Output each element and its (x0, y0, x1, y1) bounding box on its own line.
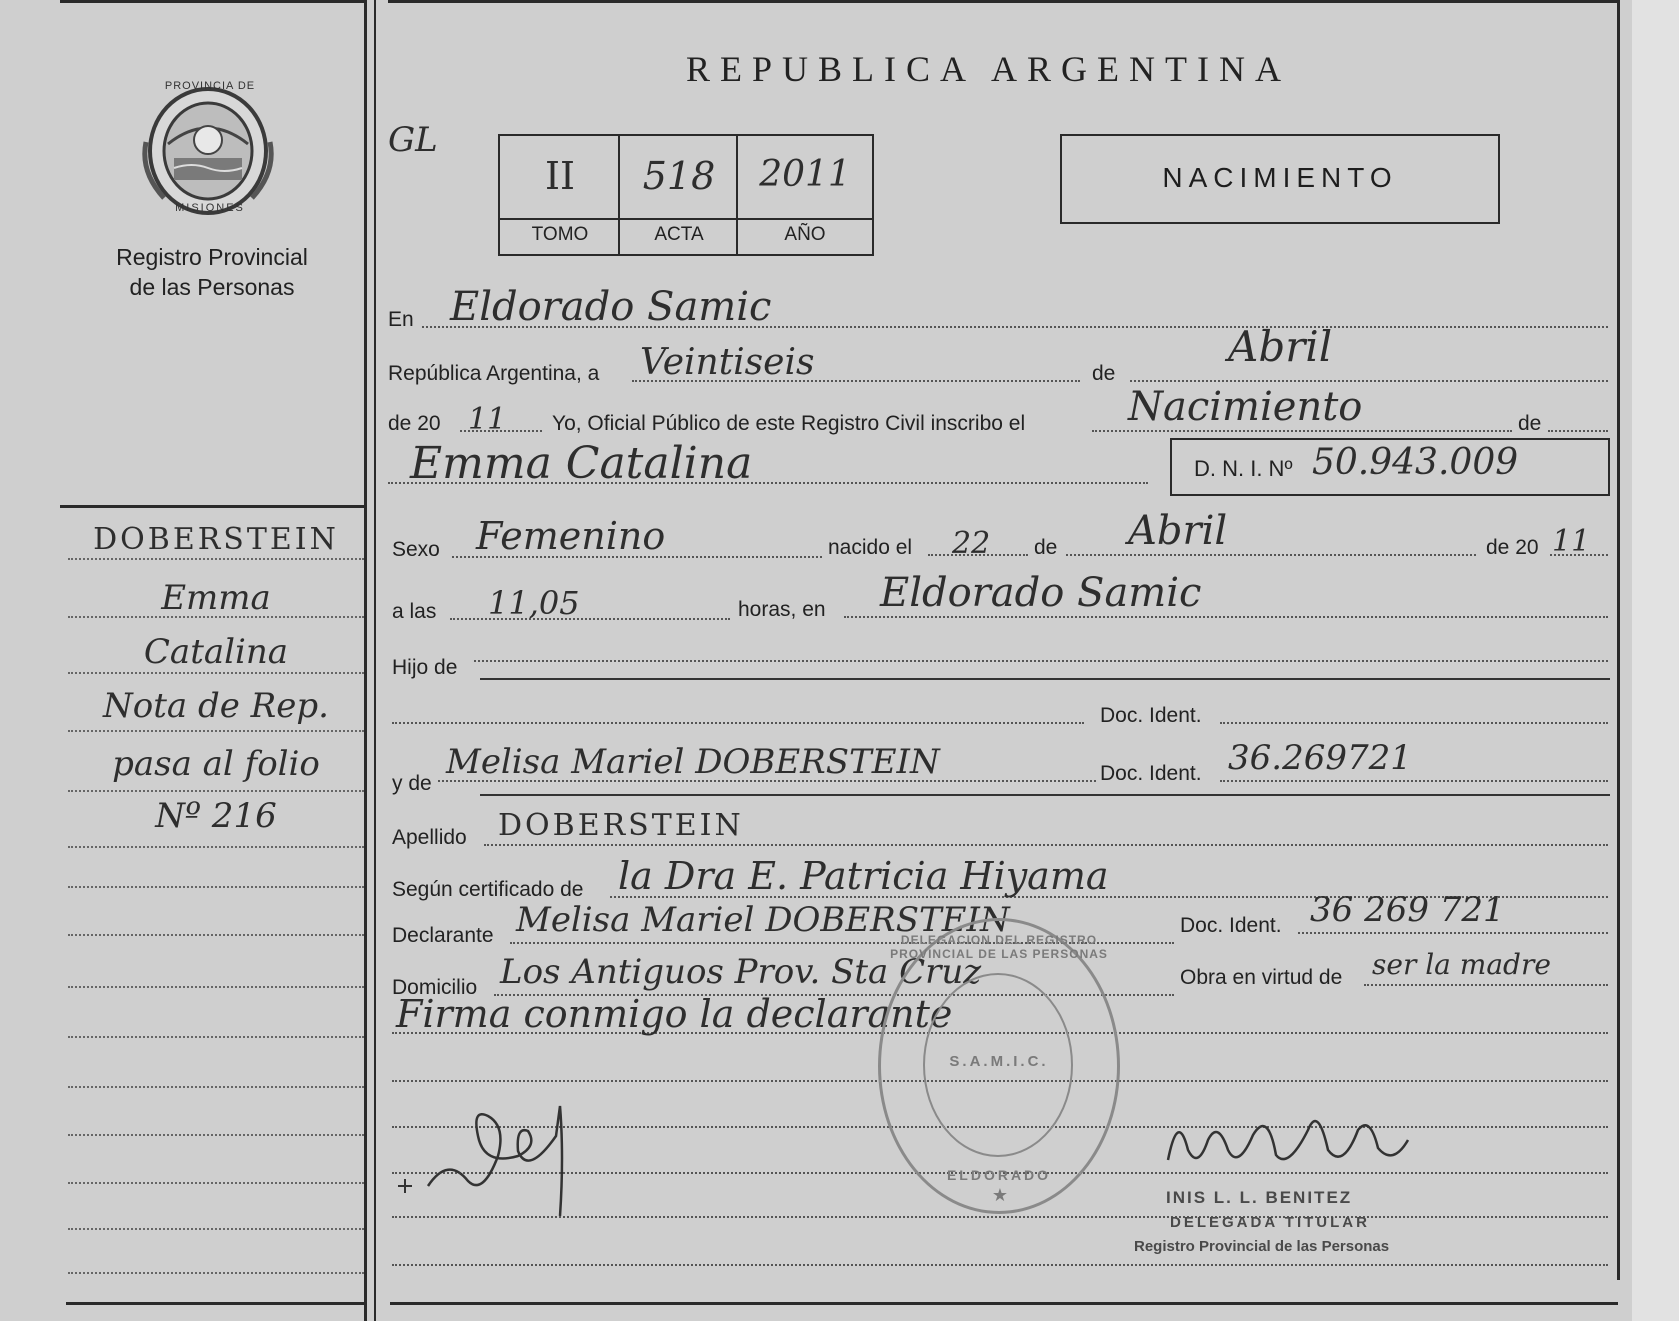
margin-rule (68, 1036, 364, 1038)
nombre-value: Emma Catalina (410, 438, 753, 489)
margin-rule (68, 672, 364, 674)
hora-value: 11,05 (488, 584, 580, 622)
madre-doc: 36.269721 (1228, 738, 1412, 778)
registry-name-line1: Registro Provincial (116, 244, 308, 270)
tomo-value: II (544, 154, 576, 198)
form-bottom-border (390, 1302, 1618, 1305)
margin-rule (68, 986, 364, 988)
declarante-label: Declarante (392, 924, 494, 947)
horas-label: horas, en (738, 598, 826, 621)
tomo-label: TOMO (531, 224, 589, 245)
alas-label: a las (392, 600, 437, 623)
margin-note-line4: pasa al folio (112, 744, 320, 784)
right-edge-strip (1632, 0, 1679, 1321)
dni-label: D. N. I. Nº (1194, 456, 1293, 481)
signatory-org: Registro Provincial de las Personas (1134, 1238, 1390, 1255)
margin-rule (68, 616, 364, 618)
nacido-label: nacido el (828, 536, 913, 559)
apellido-rule (484, 844, 1608, 846)
obra-rule (1364, 984, 1608, 986)
dni-value: 50.943.009 (1312, 442, 1519, 483)
de-rule (1548, 430, 1608, 432)
nacido-dia: 22 (952, 526, 991, 561)
official-stamp (878, 918, 1120, 1214)
domicilio-value: Los Antiguos Prov. Sta Cruz (500, 952, 982, 992)
registry-name-line2: de las Personas (129, 274, 295, 300)
lugar-rule (844, 616, 1608, 618)
margin-section-divider (60, 505, 364, 508)
segun-label: Según certificado de (392, 878, 584, 901)
province-seal (140, 82, 276, 220)
column-divider-left (364, 0, 367, 1321)
margin-rule (68, 1134, 364, 1136)
margin-note-line3: Nota de Rep. (103, 686, 329, 726)
margin-note-surname: DOBERSTEIN (93, 522, 339, 557)
form-right-border (1617, 0, 1620, 1280)
margin-rule (68, 730, 364, 732)
record-type-label: NACIMIENTO (1162, 162, 1398, 193)
declarante-value: Melisa Mariel DOBERSTEIN (516, 900, 1010, 940)
doc-ident-label: Doc. Ident. (1100, 704, 1202, 727)
acta-label: ACTA (654, 224, 704, 245)
margin-rule (68, 1228, 364, 1230)
column-divider-right (374, 0, 376, 1321)
apellido-value: DOBERSTEIN (498, 808, 744, 843)
domicilio-label: Domicilio (392, 976, 478, 999)
record-code: GL (388, 120, 438, 160)
yo-label: Yo, Oficial Público de este Registro Civil inscribo el (552, 412, 1026, 435)
hijo-rule (474, 660, 1608, 662)
blank-rule (392, 1264, 1608, 1266)
obra-label: Obra en virtud de (1180, 966, 1343, 989)
margin-rule (68, 1086, 364, 1088)
dni-box (1170, 438, 1610, 496)
seal-text-top: PROVINCIA DE (164, 80, 256, 92)
de20-label: de 20 (388, 412, 441, 435)
form-top-border (388, 0, 1618, 3)
margin-top-border (60, 0, 364, 3)
stamp-center-text: S.A.M.I.C. (949, 1053, 1049, 1070)
madre-value: Melisa Mariel DOBERSTEIN (446, 742, 940, 782)
margin-bottom-border (66, 1302, 364, 1305)
de-label: de (1092, 362, 1116, 385)
declarante-doc: 36 269 721 (1310, 890, 1505, 930)
margin-rule (68, 558, 364, 560)
en-label: En (388, 308, 414, 331)
firma-value: Firma conmigo la declarante (396, 992, 953, 1036)
inscribo-rule (1092, 430, 1512, 432)
certificado-value: la Dra E. Patricia Hiyama (618, 854, 1109, 898)
declarante-doc-rule (1298, 932, 1608, 934)
yde-label: y de (392, 772, 432, 795)
sexo-label: Sexo (392, 538, 440, 561)
padre-rule (392, 722, 1084, 724)
doc-ident-label-3: Doc. Ident. (1180, 914, 1282, 937)
de20-label-2: de 20 (1486, 536, 1539, 559)
stamp-bottom-text: ELDORADO (946, 1167, 1052, 1183)
margin-rule (68, 1272, 364, 1274)
padre-doc-rule (1220, 722, 1608, 724)
doc-ident-label-2: Doc. Ident. (1100, 762, 1202, 785)
margin-note-line5: Nº 216 (155, 796, 277, 836)
stamp-ring-text: DELEGACION DEL REGISTRO PROVINCIAL DE LAS PERSONAS (890, 933, 1108, 961)
hijo-underline (480, 678, 1610, 680)
margin-note-name1: Emma (161, 578, 271, 618)
republica-label: República Argentina, a (388, 362, 600, 385)
sexo-value: Femenino (476, 514, 666, 558)
margin-rule (68, 1182, 364, 1184)
signatory-role: DELEGADA TITULAR (1170, 1214, 1370, 1231)
margin-rule (68, 934, 364, 936)
margin-rule (68, 846, 364, 848)
nacido-mes-rule (1066, 554, 1476, 556)
official-signature (1158, 1100, 1418, 1180)
mes-value: Abril (1228, 322, 1333, 371)
obra-value: ser la madre (1372, 948, 1551, 981)
inscribo-value: Nacimiento (1128, 384, 1363, 430)
stamp-star-icon: ★ (991, 1185, 1009, 1205)
page-title: REPUBLICA ARGENTINA (686, 49, 1292, 89)
nacido-mes: Abril (1128, 508, 1228, 554)
signatory-name: INIS L. L. BENITEZ (1166, 1188, 1353, 1207)
margin-note-name2: Catalina (143, 632, 289, 672)
de-label-2: de (1518, 412, 1542, 435)
acta-value: 518 (642, 154, 716, 198)
de-label-3: de (1034, 536, 1058, 559)
madre-doc-rule (1220, 780, 1608, 782)
madre-underline (480, 794, 1610, 796)
dia-value: Veintiseis (640, 342, 815, 383)
record-number-box (498, 134, 874, 256)
hijo-label: Hijo de (392, 656, 458, 679)
margin-rule (68, 790, 364, 792)
margin-rule (68, 886, 364, 888)
seal-text-bottom: MISIONES (175, 202, 245, 214)
en-value: Eldorado Samic (450, 284, 772, 330)
lugar-value: Eldorado Samic (880, 570, 1202, 616)
mes-rule (1130, 380, 1608, 382)
nacido-anio: 11 (1552, 524, 1591, 559)
anio-label: AÑO (784, 224, 826, 245)
anio-value: 11 (468, 402, 507, 437)
declarant-signature (388, 1096, 598, 1226)
apellido-label: Apellido (392, 826, 467, 849)
record-type-box (1060, 134, 1500, 224)
anio-value: 2011 (759, 154, 851, 195)
